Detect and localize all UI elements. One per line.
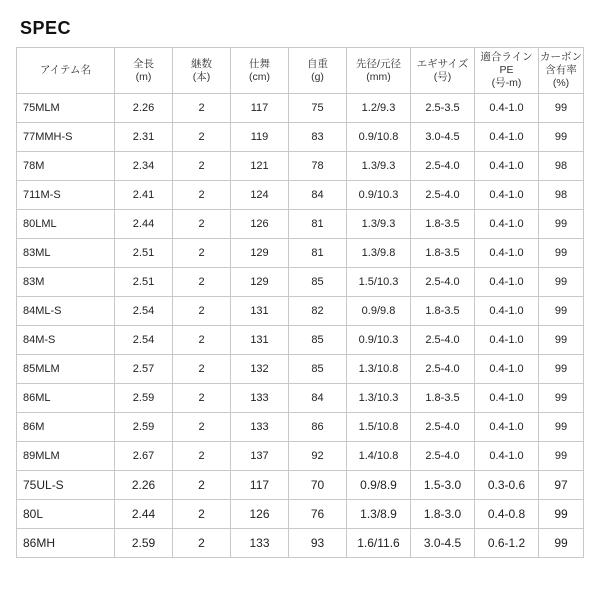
- cell-line-pe: 0.4-1.0: [475, 152, 539, 181]
- cell-carbon: 99: [539, 210, 584, 239]
- cell-egi: 1.5-3.0: [411, 471, 475, 500]
- cell-pieces: 2: [173, 413, 231, 442]
- cell-line-pe: 0.4-1.0: [475, 413, 539, 442]
- cell-carbon: 99: [539, 442, 584, 471]
- cell-egi: 2.5-4.0: [411, 442, 475, 471]
- cell-length: 2.26: [115, 94, 173, 123]
- table-row: [17, 529, 584, 558]
- cell-weight: 85: [289, 355, 347, 384]
- cell-carbon: 99: [539, 529, 584, 558]
- cell-carbon: 99: [539, 500, 584, 529]
- cell-egi: 3.0-4.5: [411, 123, 475, 152]
- cell-line-pe: 0.3-0.6: [475, 471, 539, 500]
- table-header-row: [17, 48, 584, 94]
- column-header-line: (g): [311, 70, 324, 83]
- column-header-line: 継数: [191, 57, 212, 70]
- cell-line-pe: 0.4-1.0: [475, 181, 539, 210]
- cell-tip-butt: 1.3/9.3: [347, 152, 411, 181]
- table-row: [17, 152, 584, 181]
- cell-egi: 1.8-3.5: [411, 297, 475, 326]
- table-row: [17, 268, 584, 297]
- cell-tip-butt: 0.9/10.8: [347, 123, 411, 152]
- column-header-line-pe: [475, 48, 539, 94]
- column-header-line: 自重: [307, 57, 328, 70]
- cell-line-pe: 0.4-1.0: [475, 210, 539, 239]
- cell-closed: 129: [231, 239, 289, 268]
- column-header-length: [115, 48, 173, 94]
- cell-tip-butt: 1.5/10.8: [347, 413, 411, 442]
- cell-carbon: 99: [539, 384, 584, 413]
- column-header-line: 全長: [133, 57, 154, 70]
- column-header-carbon: [539, 48, 584, 94]
- cell-closed: 117: [231, 94, 289, 123]
- cell-pieces: 2: [173, 94, 231, 123]
- cell-pieces: 2: [173, 471, 231, 500]
- cell-egi: 2.5-4.0: [411, 181, 475, 210]
- column-header-line: 先径/元径: [356, 57, 401, 70]
- cell-tip-butt: 1.4/10.8: [347, 442, 411, 471]
- cell-line-pe: 0.4-0.8: [475, 500, 539, 529]
- cell-carbon: 99: [539, 413, 584, 442]
- column-header-pieces: [173, 48, 231, 94]
- cell-item: 80L: [17, 500, 115, 529]
- cell-line-pe: 0.4-1.0: [475, 384, 539, 413]
- cell-weight: 70: [289, 471, 347, 500]
- cell-closed: 137: [231, 442, 289, 471]
- cell-carbon: 97: [539, 471, 584, 500]
- column-header-line: 仕舞: [249, 57, 270, 70]
- cell-egi: 2.5-3.5: [411, 94, 475, 123]
- cell-weight: 81: [289, 210, 347, 239]
- cell-item: 84ML-S: [17, 297, 115, 326]
- cell-pieces: 2: [173, 268, 231, 297]
- column-header-line: (mm): [366, 70, 391, 83]
- cell-pieces: 2: [173, 123, 231, 152]
- cell-closed: 131: [231, 297, 289, 326]
- cell-item: 75MLM: [17, 94, 115, 123]
- cell-length: 2.41: [115, 181, 173, 210]
- cell-weight: 83: [289, 123, 347, 152]
- cell-egi: 1.8-3.5: [411, 210, 475, 239]
- cell-weight: 93: [289, 529, 347, 558]
- cell-tip-butt: 1.3/10.3: [347, 384, 411, 413]
- cell-length: 2.51: [115, 268, 173, 297]
- cell-weight: 85: [289, 326, 347, 355]
- cell-carbon: 99: [539, 239, 584, 268]
- cell-length: 2.26: [115, 471, 173, 500]
- spec-table: [16, 47, 584, 558]
- cell-egi: 1.8-3.5: [411, 384, 475, 413]
- cell-item: 80LML: [17, 210, 115, 239]
- cell-egi: 3.0-4.5: [411, 529, 475, 558]
- column-header-line: (cm): [249, 70, 270, 83]
- table-body: [17, 94, 584, 558]
- cell-closed: 133: [231, 529, 289, 558]
- cell-tip-butt: 1.6/11.6: [347, 529, 411, 558]
- cell-length: 2.44: [115, 210, 173, 239]
- cell-egi: 1.8-3.0: [411, 500, 475, 529]
- table-row: [17, 94, 584, 123]
- column-header-line: (%): [552, 77, 570, 89]
- cell-closed: 117: [231, 471, 289, 500]
- cell-tip-butt: 1.3/8.9: [347, 500, 411, 529]
- cell-carbon: 99: [539, 123, 584, 152]
- cell-length: 2.59: [115, 529, 173, 558]
- cell-weight: 78: [289, 152, 347, 181]
- page-title: SPEC: [20, 18, 72, 38]
- cell-weight: 84: [289, 384, 347, 413]
- cell-length: 2.67: [115, 442, 173, 471]
- column-header-egi: [411, 48, 475, 94]
- table-row: [17, 500, 584, 529]
- column-header-line: PE: [499, 64, 514, 76]
- cell-pieces: 2: [173, 297, 231, 326]
- cell-egi: 2.5-4.0: [411, 355, 475, 384]
- cell-weight: 85: [289, 268, 347, 297]
- table-row: [17, 442, 584, 471]
- cell-item: 86MH: [17, 529, 115, 558]
- cell-line-pe: 0.4-1.0: [475, 297, 539, 326]
- table-row: [17, 355, 584, 384]
- table-row: [17, 239, 584, 268]
- cell-pieces: 2: [173, 529, 231, 558]
- column-header-closed: [231, 48, 289, 94]
- cell-length: 2.51: [115, 239, 173, 268]
- cell-pieces: 2: [173, 500, 231, 529]
- cell-carbon: 98: [539, 152, 584, 181]
- cell-line-pe: 0.4-1.0: [475, 326, 539, 355]
- cell-egi: 2.5-4.0: [411, 152, 475, 181]
- cell-tip-butt: 0.9/8.9: [347, 471, 411, 500]
- column-header-line: (号): [433, 70, 452, 83]
- cell-item: 83M: [17, 268, 115, 297]
- column-header-line: (号-m): [491, 77, 522, 89]
- table-row: [17, 181, 584, 210]
- cell-line-pe: 0.4-1.0: [475, 442, 539, 471]
- column-header-weight: [289, 48, 347, 94]
- cell-length: 2.31: [115, 123, 173, 152]
- cell-closed: 131: [231, 326, 289, 355]
- cell-closed: 129: [231, 268, 289, 297]
- table-row: [17, 471, 584, 500]
- table-row: [17, 413, 584, 442]
- cell-closed: 133: [231, 413, 289, 442]
- cell-weight: 84: [289, 181, 347, 210]
- cell-line-pe: 0.4-1.0: [475, 239, 539, 268]
- cell-closed: 126: [231, 210, 289, 239]
- table-row: [17, 123, 584, 152]
- cell-length: 2.34: [115, 152, 173, 181]
- cell-tip-butt: 1.5/10.3: [347, 268, 411, 297]
- cell-line-pe: 0.6-1.2: [475, 529, 539, 558]
- column-header-line: カーボン: [540, 51, 582, 63]
- cell-carbon: 98: [539, 181, 584, 210]
- cell-pieces: 2: [173, 239, 231, 268]
- cell-tip-butt: 1.3/9.3: [347, 210, 411, 239]
- cell-weight: 86: [289, 413, 347, 442]
- cell-item: 75UL-S: [17, 471, 115, 500]
- cell-closed: 132: [231, 355, 289, 384]
- cell-tip-butt: 0.9/10.3: [347, 181, 411, 210]
- cell-tip-butt: 1.3/9.8: [347, 239, 411, 268]
- cell-item: 77MMH-S: [17, 123, 115, 152]
- column-header-line: 適合ライン: [480, 51, 533, 63]
- cell-length: 2.44: [115, 500, 173, 529]
- cell-pieces: 2: [173, 181, 231, 210]
- cell-item: 84M-S: [17, 326, 115, 355]
- cell-length: 2.57: [115, 355, 173, 384]
- cell-carbon: 99: [539, 355, 584, 384]
- cell-item: 711M-S: [17, 181, 115, 210]
- cell-pieces: 2: [173, 355, 231, 384]
- cell-pieces: 2: [173, 384, 231, 413]
- cell-weight: 92: [289, 442, 347, 471]
- table-row: [17, 384, 584, 413]
- cell-closed: 121: [231, 152, 289, 181]
- cell-closed: 124: [231, 181, 289, 210]
- column-header-tip-butt: [347, 48, 411, 94]
- cell-item: 78M: [17, 152, 115, 181]
- cell-carbon: 99: [539, 297, 584, 326]
- table-row: [17, 210, 584, 239]
- cell-item: 86ML: [17, 384, 115, 413]
- cell-line-pe: 0.4-1.0: [475, 123, 539, 152]
- cell-tip-butt: 1.3/10.8: [347, 355, 411, 384]
- cell-line-pe: 0.4-1.0: [475, 268, 539, 297]
- cell-item: 89MLM: [17, 442, 115, 471]
- column-header-line: 含有率: [545, 64, 577, 76]
- cell-item: 83ML: [17, 239, 115, 268]
- cell-weight: 81: [289, 239, 347, 268]
- cell-line-pe: 0.4-1.0: [475, 355, 539, 384]
- cell-pieces: 2: [173, 152, 231, 181]
- cell-pieces: 2: [173, 326, 231, 355]
- cell-length: 2.54: [115, 297, 173, 326]
- cell-tip-butt: 1.2/9.3: [347, 94, 411, 123]
- cell-length: 2.59: [115, 384, 173, 413]
- cell-weight: 82: [289, 297, 347, 326]
- cell-tip-butt: 0.9/9.8: [347, 297, 411, 326]
- column-header-item: [17, 48, 115, 94]
- cell-egi: 1.8-3.5: [411, 239, 475, 268]
- cell-closed: 133: [231, 384, 289, 413]
- cell-egi: 2.5-4.0: [411, 326, 475, 355]
- table-row: [17, 297, 584, 326]
- cell-carbon: 99: [539, 94, 584, 123]
- cell-length: 2.59: [115, 413, 173, 442]
- cell-item: 86M: [17, 413, 115, 442]
- cell-pieces: 2: [173, 442, 231, 471]
- cell-carbon: 99: [539, 268, 584, 297]
- cell-closed: 126: [231, 500, 289, 529]
- column-header-line: アイテム名: [39, 64, 92, 76]
- column-header-line: (本): [192, 70, 211, 83]
- cell-length: 2.54: [115, 326, 173, 355]
- column-header-line: (m): [135, 70, 152, 83]
- cell-weight: 75: [289, 94, 347, 123]
- table-row: [17, 326, 584, 355]
- cell-weight: 76: [289, 500, 347, 529]
- cell-egi: 2.5-4.0: [411, 268, 475, 297]
- column-header-line: エギサイズ: [416, 57, 469, 70]
- cell-egi: 2.5-4.0: [411, 413, 475, 442]
- cell-tip-butt: 0.9/10.3: [347, 326, 411, 355]
- cell-closed: 119: [231, 123, 289, 152]
- cell-carbon: 99: [539, 326, 584, 355]
- cell-pieces: 2: [173, 210, 231, 239]
- cell-line-pe: 0.4-1.0: [475, 94, 539, 123]
- cell-item: 85MLM: [17, 355, 115, 384]
